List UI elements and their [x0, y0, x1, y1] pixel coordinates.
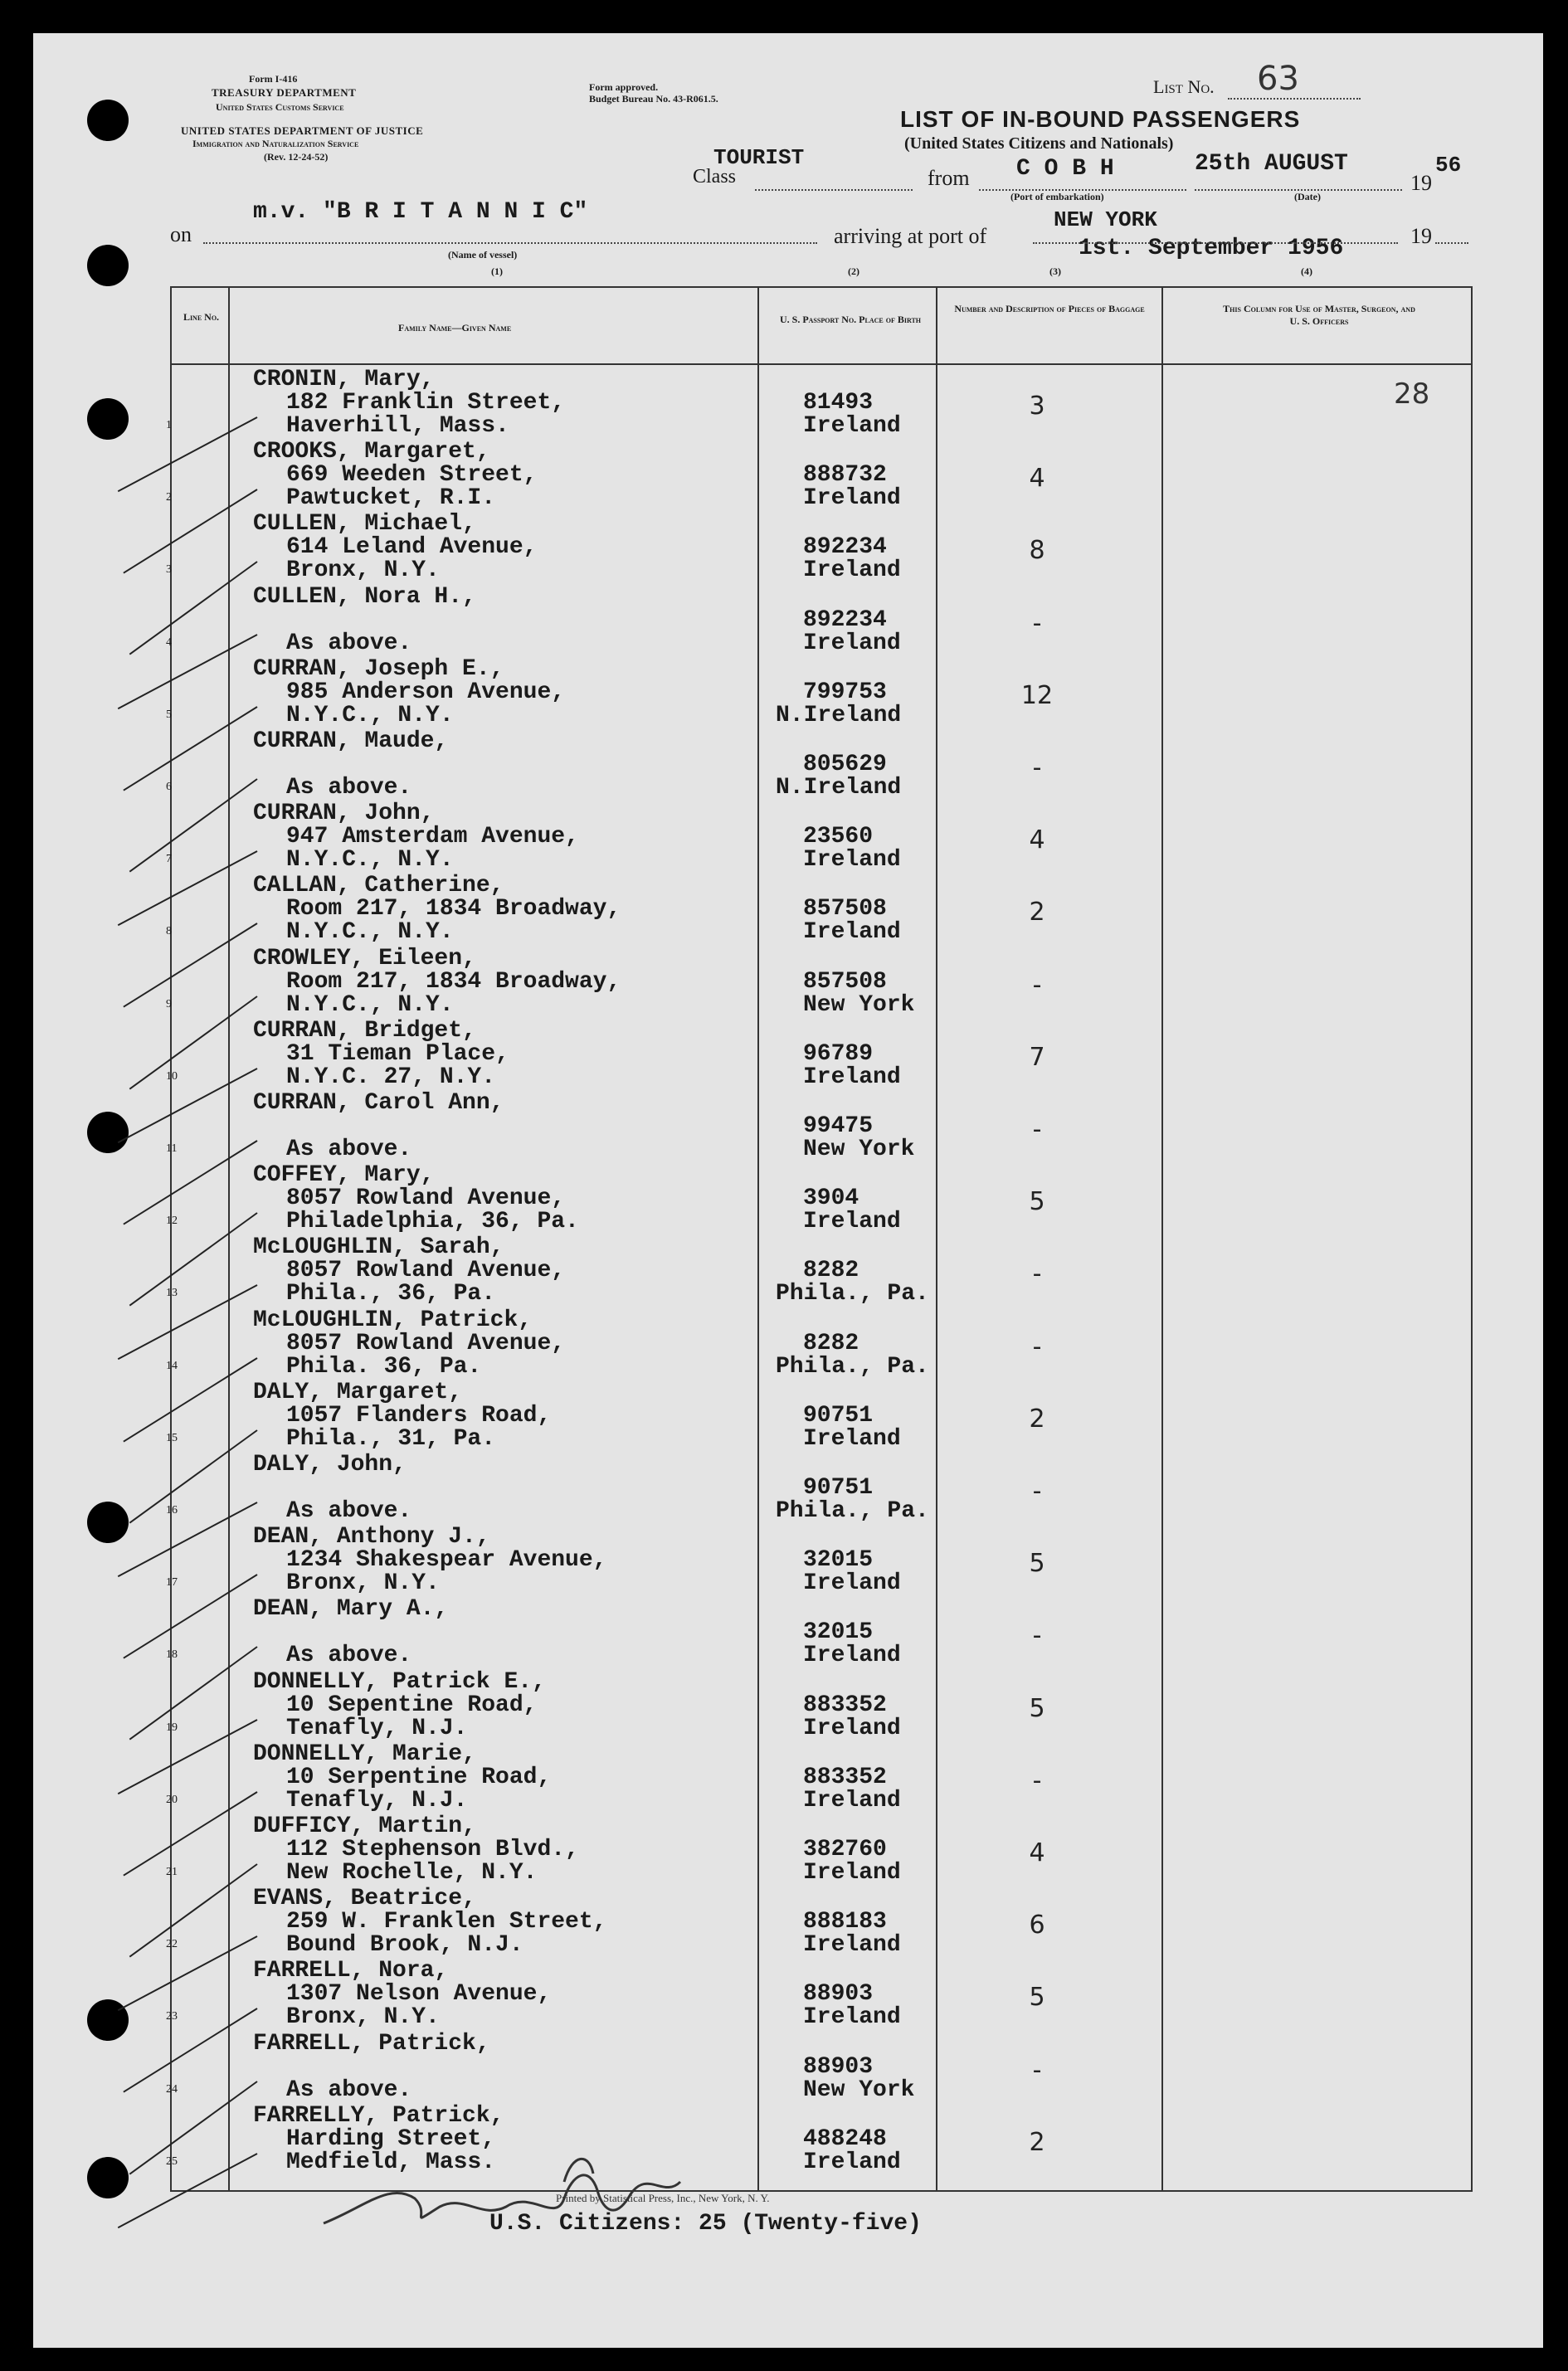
line-number: 17 [166, 1576, 178, 1590]
table-row [0, 656, 1510, 728]
passenger-name: DALY, Margaret, [253, 1379, 463, 1405]
place-of-birth: Ireland [803, 1064, 901, 1090]
header-passport: U. S. Passport No. Place of Birth [779, 314, 921, 325]
place-of-birth: Ireland [803, 2004, 901, 2031]
address-line-1: 112 Stephenson Blvd., [286, 1837, 579, 1862]
passenger-name: CROOKS, Margaret, [253, 439, 490, 465]
baggage-count: 4 [1029, 1838, 1045, 1867]
doj: UNITED STATES DEPARTMENT OF JUSTICE [181, 124, 424, 137]
passport-number: 883352 [803, 1692, 887, 1718]
passport-number: 799753 [803, 679, 887, 705]
binder-hole [87, 245, 129, 286]
place-of-birth: Ireland [803, 1860, 901, 1886]
baggage-count: 6 [1029, 1911, 1045, 1940]
address-line-1: 8057 Rowland Avenue, [286, 1330, 566, 1356]
address-line-1: 10 Sepentine Road, [286, 1692, 538, 1718]
table-row [0, 801, 1510, 873]
arriving-label: arriving at port of [834, 224, 987, 248]
baggage-count: - [1032, 2055, 1042, 2085]
passport-number: 888183 [803, 1909, 887, 1935]
passport-number: 23560 [803, 824, 874, 850]
customs-service: United States Customs Service [216, 101, 344, 113]
line-number: 22 [166, 1938, 178, 1951]
vessel-caption: (Name of vessel) [448, 249, 518, 260]
address-line-2: Tenafly, N.J. [286, 1787, 468, 1814]
table-row [0, 1380, 1510, 1452]
place-of-birth: Phila., Pa. [776, 1281, 929, 1307]
line-number: 19 [166, 1721, 178, 1734]
table-row [0, 1814, 1510, 1886]
passenger-name: CULLEN, Nora H., [253, 583, 476, 610]
footer-total: U.S. Citizens: 25 (Twenty-five) [489, 2211, 922, 2237]
line-number: 16 [166, 1504, 178, 1517]
revision: (Rev. 12-24-52) [264, 151, 329, 163]
address-line-1: 8057 Rowland Avenue, [286, 1258, 566, 1284]
baggage-count: 7 [1029, 1042, 1045, 1072]
table-row [0, 1090, 1510, 1162]
passenger-name: CURRAN, Joseph E., [253, 655, 504, 682]
line-number: 7 [166, 853, 172, 866]
address-line-1: 1057 Flanders Road, [286, 1402, 552, 1429]
place-of-birth: Ireland [803, 413, 901, 439]
place-of-birth: New York [803, 2076, 915, 2103]
passenger-name: McLOUGHLIN, Sarah, [253, 1234, 504, 1261]
address-line-2: Bronx, N.Y. [286, 2004, 440, 2031]
treasury-dept: TREASURY DEPARTMENT [212, 86, 357, 99]
baggage-count: - [1032, 1621, 1042, 1651]
table-row [0, 1741, 1510, 1814]
baggage-count: 5 [1029, 1549, 1045, 1579]
baggage-count: - [1032, 608, 1042, 638]
place-of-birth: Ireland [803, 1425, 901, 1452]
line-number: 8 [166, 925, 172, 938]
baggage-count: 3 [1029, 392, 1045, 421]
place-of-birth: N.Ireland [776, 702, 902, 728]
header-name: Family Name—Given Name [398, 322, 512, 333]
baggage-count: - [1032, 1115, 1042, 1144]
table-row [0, 873, 1510, 945]
place-of-birth: Ireland [803, 1643, 901, 1669]
table-row [0, 1307, 1510, 1380]
place-of-birth: Ireland [803, 1209, 901, 1235]
printer-credit: Printed by Statistical Press, Inc., New York, N. Y. [556, 2192, 770, 2204]
date-caption: (Date) [1294, 191, 1321, 202]
passenger-name: FARRELL, Patrick, [253, 2030, 490, 2057]
baggage-count: 2 [1029, 1404, 1045, 1434]
baggage-count: 12 [1020, 680, 1054, 710]
table-row [0, 367, 1510, 439]
baggage-count: - [1032, 1477, 1042, 1506]
address-line-2: As above. [286, 630, 412, 656]
address-line-2: Phila., 36, Pa. [286, 1281, 496, 1307]
passport-number: 488248 [803, 2125, 887, 2152]
line-number: 18 [166, 1648, 178, 1662]
passenger-name: FARRELLY, Patrick, [253, 2102, 504, 2129]
address-line-2: Bronx, N.Y. [286, 557, 440, 584]
on-label: on [170, 222, 192, 246]
binder-hole [87, 100, 129, 141]
line-number: 25 [166, 2154, 178, 2168]
passport-number: 88903 [803, 2053, 874, 2080]
table-row [0, 946, 1510, 1018]
address-line-1: Room 217, 1834 Broadway, [286, 896, 621, 923]
baggage-count: - [1032, 753, 1042, 782]
line-number: 6 [166, 781, 172, 793]
col-num-1: (1) [491, 265, 503, 277]
arrival-date: 1st. September 1956 [1079, 236, 1344, 261]
col-num-3: (3) [1049, 265, 1061, 277]
line-number: 14 [166, 1359, 178, 1372]
passport-number: 81493 [803, 390, 874, 416]
place-of-birth: Ireland [803, 1932, 901, 1959]
place-of-birth: Phila., Pa. [776, 1353, 929, 1380]
baggage-count: - [1032, 1259, 1042, 1289]
place-of-birth: N.Ireland [776, 775, 902, 801]
address-line-1: 182 Franklin Street, [286, 390, 566, 416]
place-of-birth: Ireland [803, 847, 901, 874]
table-row [0, 1596, 1510, 1668]
address-line-1: 1234 Shakespear Avenue, [286, 1547, 607, 1574]
port-of-embarkation: C O B H [1016, 156, 1114, 182]
place-of-birth: New York [803, 1137, 915, 1162]
baggage-count: 4 [1029, 464, 1045, 494]
passport-number: 382760 [803, 1837, 887, 1862]
table-row [0, 2103, 1510, 2175]
address-line-2: As above. [286, 775, 412, 801]
passport-number: 857508 [803, 968, 887, 995]
passport-number: 8282 [803, 1258, 859, 1284]
year-value: 56 [1435, 153, 1462, 178]
address-line-1: 947 Amsterdam Avenue, [286, 824, 579, 850]
passenger-name: DEAN, Anthony J., [253, 1524, 490, 1551]
passport-number: 892234 [803, 534, 887, 561]
passenger-name: CALLAN, Catherine, [253, 873, 504, 899]
class-label: Class [693, 166, 737, 187]
table-row [0, 511, 1510, 583]
address-line-2: As above. [286, 1643, 412, 1669]
address-line-2: New Rochelle, N.Y. [286, 1860, 538, 1886]
table-row [0, 1452, 1510, 1524]
passenger-name: COFFEY, Mary, [253, 1162, 435, 1189]
table-row [0, 728, 1510, 801]
line-number: 12 [166, 1215, 178, 1228]
baggage-count: - [1032, 1332, 1042, 1361]
ins: Immigration and Naturalization Service [192, 138, 359, 149]
passenger-name: DONNELLY, Patrick E., [253, 1668, 546, 1695]
line-number: 20 [166, 1793, 178, 1806]
line-number: 5 [166, 708, 172, 721]
address-line-1: 10 Serpentine Road, [286, 1764, 552, 1790]
address-line-2: As above. [286, 1498, 412, 1524]
address-line-1: 31 Tieman Place, [286, 1040, 509, 1067]
address-line-2: N.Y.C., N.Y. [286, 919, 454, 946]
baggage-count: 5 [1029, 1983, 1045, 2013]
address-line-1: Harding Street, [286, 2125, 496, 2152]
baggage-count: 2 [1029, 898, 1045, 927]
baggage-count: 8 [1029, 536, 1045, 566]
passport-number: 32015 [803, 1547, 874, 1574]
arrival-year-prefix: 19 [1410, 224, 1432, 248]
address-line-2: As above. [286, 1137, 412, 1162]
passenger-name: DALY, John, [253, 1452, 407, 1478]
line-number: 4 [166, 635, 172, 649]
baggage-count: 5 [1029, 1187, 1045, 1217]
place-of-birth: Ireland [803, 919, 901, 946]
address-line-2: Bronx, N.Y. [286, 1570, 440, 1597]
place-of-birth: Ireland [803, 2149, 901, 2175]
address-line-1: 985 Anderson Avenue, [286, 679, 566, 705]
passenger-name: DEAN, Mary A., [253, 1596, 449, 1623]
address-line-2: Haverhill, Mass. [286, 413, 509, 439]
officer-note: 28 [1394, 377, 1430, 411]
passenger-name: CURRAN, Bridget, [253, 1017, 476, 1044]
vessel-name: m.v. "B R I T A N N I C" [253, 199, 588, 225]
address-line-2: Tenafly, N.J. [286, 1715, 468, 1741]
table-row [0, 1234, 1510, 1307]
place-of-birth: Ireland [803, 485, 901, 512]
passport-number: 888732 [803, 462, 887, 489]
baggage-count: 5 [1029, 1693, 1045, 1723]
address-line-2: Phila. 36, Pa. [286, 1353, 482, 1380]
table-row [0, 1018, 1510, 1090]
address-line-1: 259 W. Franklen Street, [286, 1909, 607, 1935]
address-line-2: N.Y.C. 27, N.Y. [286, 1064, 496, 1090]
line-number: 21 [166, 1866, 178, 1878]
passport-number: 892234 [803, 606, 887, 633]
table-row [0, 1162, 1510, 1234]
place-of-birth: Ireland [803, 1570, 901, 1597]
header-baggage: Number and Description of Pieces of Baggage [954, 303, 1145, 314]
port-caption: (Port of embarkation) [1010, 191, 1104, 202]
baggage-count: 2 [1029, 2127, 1045, 2157]
table-row [0, 1886, 1510, 1958]
place-of-birth: Phila., Pa. [776, 1498, 929, 1524]
table-row [0, 584, 1510, 656]
header-officers: This Column for Use of Master, Surgeon, and U. S. Officers [1223, 303, 1415, 327]
passport-number: 99475 [803, 1113, 874, 1139]
baggage-count: 4 [1029, 825, 1045, 855]
line-number: 9 [166, 997, 172, 1010]
table-row [0, 1958, 1510, 2030]
passenger-name: CURRAN, John, [253, 801, 435, 827]
table-row [0, 439, 1510, 511]
budget-bureau: Budget Bureau No. 43-R061.5. [589, 93, 718, 105]
arrival-port: NEW YORK [1054, 207, 1157, 232]
list-no-label: List No. [1153, 76, 1215, 97]
line-number: 13 [166, 1287, 178, 1300]
place-of-birth: Ireland [803, 1715, 901, 1741]
passport-number: 8282 [803, 1330, 859, 1356]
address-line-2: N.Y.C., N.Y. [286, 702, 454, 728]
place-of-birth: Ireland [803, 1787, 901, 1814]
passenger-name: CRONIN, Mary, [253, 367, 435, 392]
officer-signature [315, 2149, 697, 2240]
from-label: from [928, 166, 970, 190]
address-line-2: N.Y.C., N.Y. [286, 991, 454, 1018]
passport-number: 88903 [803, 1981, 874, 2008]
passenger-name: EVANS, Beatrice, [253, 1886, 476, 1912]
address-line-1: 614 Leland Avenue, [286, 534, 538, 561]
address-line-2: N.Y.C., N.Y. [286, 847, 454, 874]
passenger-name: CURRAN, Maude, [253, 728, 449, 754]
passenger-name: CROWLEY, Eileen, [253, 945, 476, 971]
address-line-2: Bound Brook, N.J. [286, 1932, 523, 1959]
year-prefix: 19 [1410, 171, 1432, 195]
line-number: 1 [166, 419, 172, 431]
address-line-2: Philadelphia, 36, Pa. [286, 1209, 579, 1235]
line-number: 2 [166, 491, 172, 504]
passport-number: 90751 [803, 1402, 874, 1429]
header-line-no: Line No. [183, 311, 220, 323]
class-value: TOURIST [713, 145, 805, 170]
list-no-value: 63 [1257, 60, 1299, 98]
passport-number: 3904 [803, 1186, 859, 1212]
passenger-name: DONNELLY, Marie, [253, 1741, 476, 1767]
address-line-2: Medfield, Mass. [286, 2149, 496, 2175]
address-line-1: 1307 Nelson Avenue, [286, 1981, 552, 2008]
passport-number: 805629 [803, 752, 887, 777]
baggage-count: - [1032, 1765, 1042, 1795]
address-line-1: 8057 Rowland Avenue, [286, 1186, 566, 1212]
address-line-2: Phila., 31, Pa. [286, 1425, 496, 1452]
list-subtitle: (United States Citizens and Nationals) [904, 134, 1174, 153]
passenger-name: CULLEN, Michael, [253, 511, 476, 538]
place-of-birth: Ireland [803, 630, 901, 656]
passport-number: 857508 [803, 896, 887, 923]
address-line-2: Pawtucket, R.I. [286, 485, 496, 512]
table-row [0, 2031, 1510, 2103]
place-of-birth: Ireland [803, 557, 901, 584]
col-num-4: (4) [1301, 265, 1312, 277]
col-num-2: (2) [848, 265, 859, 277]
line-number: 15 [166, 1431, 178, 1444]
passport-number: 883352 [803, 1764, 887, 1790]
passenger-name: FARRELL, Nora, [253, 1958, 449, 1984]
table-row [0, 1524, 1510, 1596]
line-number: 24 [166, 2082, 178, 2096]
table-row [0, 1669, 1510, 1741]
line-number: 10 [166, 1069, 178, 1083]
list-title: LIST OF IN-BOUND PASSENGERS [900, 106, 1301, 132]
line-number: 3 [166, 563, 172, 577]
embark-date: 25th AUGUST [1195, 151, 1348, 177]
place-of-birth: New York [803, 991, 915, 1018]
address-line-2: As above. [286, 2076, 412, 2103]
address-line-1: Room 217, 1834 Broadway, [286, 968, 621, 995]
passport-number: 96789 [803, 1040, 874, 1067]
passenger-name: DUFFICY, Martin, [253, 1814, 476, 1839]
passenger-name: CURRAN, Carol Ann, [253, 1090, 504, 1116]
form-approved: Form approved. [589, 81, 659, 93]
passport-number: 32015 [803, 1619, 874, 1646]
passport-number: 90751 [803, 1475, 874, 1501]
passenger-name: McLOUGHLIN, Patrick, [253, 1307, 533, 1333]
baggage-count: - [1032, 970, 1042, 1000]
address-line-1: 669 Weeden Street, [286, 462, 538, 489]
line-number: 23 [166, 2010, 178, 2023]
line-number: 11 [166, 1142, 178, 1155]
form-number: Form I-416 [249, 73, 298, 85]
